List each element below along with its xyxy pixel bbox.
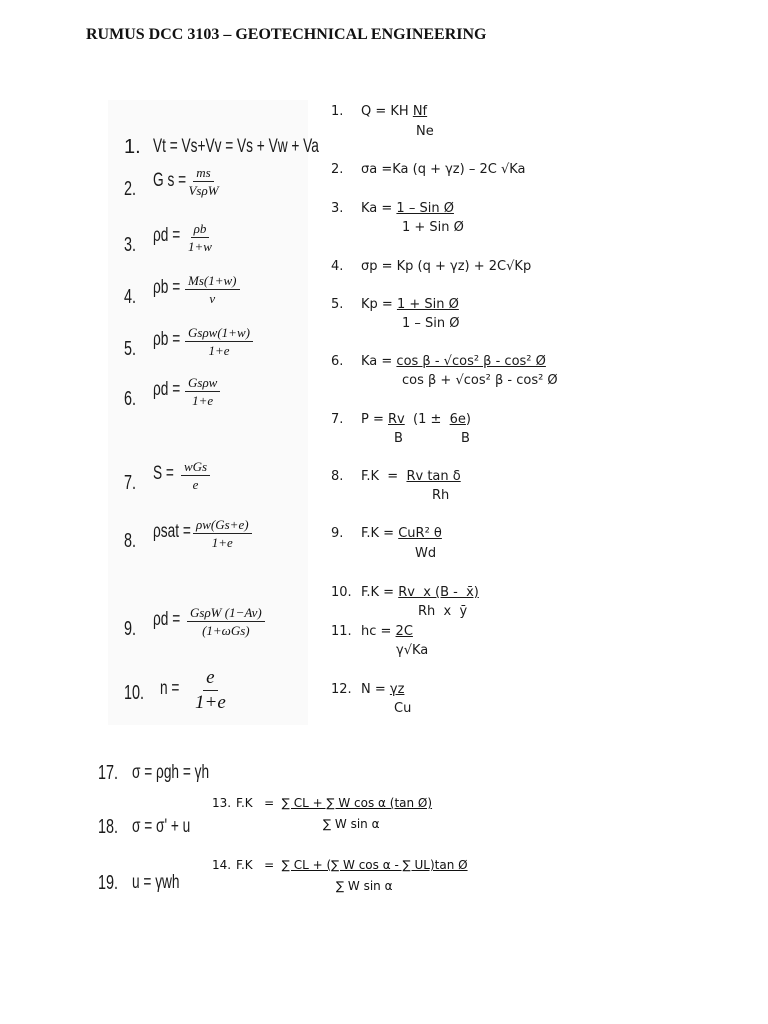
numerator: ∑ CL + (∑ W cos α - ∑ UL)tan Ø [281,858,468,872]
left-formula-10 [160,666,229,715]
formula-fraction [192,666,229,715]
formula-lhs: F.K = [361,526,399,541]
formula-number: 10. [331,585,352,600]
left-formula-8-number: 8. [124,530,137,552]
formula-lhs: Ka = [361,354,397,369]
right-formula-6-denominator: cos β + √cos² β - cos² Ø [402,373,558,388]
formula-number: 7. [331,412,344,427]
numerator: ms [193,164,213,182]
formula-number: 11. [331,624,352,639]
numerator: CuR² θ [398,526,442,541]
formula-lhs: hc = [361,624,396,639]
formula-number: 8. [331,469,344,484]
numerator: wGs [181,458,210,476]
numerator-2: 6e [449,412,466,427]
formula-fraction [181,458,210,493]
formula-middle: (1 ± [404,412,450,427]
formula-lhs: N = [361,682,390,697]
formula-close: ) [465,412,471,427]
formula-fraction [185,220,215,255]
right-formula-5 [331,297,459,312]
right-formula-1 [331,104,427,119]
left-formula-9-number: 9. [124,618,137,640]
left-formula-17-text: σ = ρgh = γh [132,762,210,783]
right-formula-3 [331,201,454,216]
formula-number: 9. [331,526,344,541]
left-formula-19-number: 19. [98,872,119,894]
left-formula-6 [153,374,220,409]
denominator: e [192,477,199,492]
left-formula-9 [153,604,265,639]
numerator: Rv [388,412,405,427]
formula-lhs: ρd = [153,609,181,631]
left-formula-1 [124,136,141,159]
numerator: Rv x (B - x̄) [398,585,479,600]
formula-lhs: Ka = [361,201,397,216]
numerator: ρb [191,220,210,238]
left-formula-3 [153,220,215,255]
bottom-formula-14-denominator: ∑ W sin α [336,879,393,893]
left-formula-2 [153,164,222,199]
formula-number: 13. [212,796,232,810]
numerator: ρw(Gs+e) [193,516,252,534]
left-formula-5 [153,324,253,359]
numerator: 1 – Sin Ø [396,201,454,216]
numerator: Nf [412,104,428,119]
formula-lhs: Kp = [361,297,397,312]
formula-fraction [185,374,220,409]
formula-lhs: F.K = [236,796,282,810]
formula-lhs: G s = [153,169,187,191]
numerator: Ms(1+w) [185,272,240,290]
formula-number: 4. [331,259,344,274]
left-formula-17-number: 17. [98,762,119,784]
formula-fraction [193,516,252,551]
formula-lhs: F.K = [236,858,282,872]
numerator: GsρW (1−Av) [187,604,265,622]
formula-number: 12. [331,682,352,697]
formula-lhs: P = [361,412,388,427]
left-formula-8 [153,516,252,551]
formula-fraction [185,164,221,199]
left-formula-3-number: 3. [124,234,137,256]
numerator: Gsρw(1+w) [185,324,253,342]
numerator: 1 + Sin Ø [396,297,459,312]
formula-number: 2. [331,162,344,177]
formula-number: 3. [331,201,344,216]
right-formula-8 [331,469,461,484]
formula-fraction [187,604,265,639]
formula-number: 1. [331,104,344,119]
right-formula-5-denominator: 1 – Sin Ø [402,316,460,331]
numerator: cos β - √cos² β - cos² Ø [396,354,546,369]
denominator: VsρW [188,183,219,198]
formula-number: 5. [331,297,344,312]
right-formula-7-denominator-1: B [394,431,403,446]
right-formula-2 [331,162,526,177]
formula-lhs: Q = KH [361,104,413,119]
left-formula-7-number: 7. [124,472,137,494]
left-formula-6-number: 6. [124,388,137,410]
left-formula-19-text: u = γwh [132,872,180,893]
numerator: 2C [395,624,413,639]
formula-number: 1. [124,136,141,158]
right-formula-11 [331,624,413,639]
denominator: 1+e [208,343,230,358]
right-formula-12-denominator: Cu [394,701,412,716]
formula-lhs: ρb = [153,277,181,299]
formula-fraction [185,324,253,359]
numerator: e [203,666,217,691]
right-formula-3-denominator: 1 + Sin Ø [402,220,464,235]
right-formula-10-denominator: Rh x ȳ [418,604,468,619]
left-formula-2-number: 2. [124,178,137,200]
denominator: v [209,291,216,306]
formula-lhs: ρb = [153,329,181,351]
denominator: 1+e [211,535,233,550]
right-formula-10 [331,585,479,600]
numerator: γz [389,682,405,697]
numerator: Gsρw [185,374,220,392]
formula-text: σa =Ka (q + γz) – 2C √Ka [361,162,526,177]
right-formula-9 [331,526,442,541]
formula-lhs: n = [160,678,180,700]
left-formula-4-number: 4. [124,286,137,308]
left-formula-18-number: 18. [98,816,119,838]
bottom-formula-13 [212,796,432,810]
bottom-formula-14 [212,858,468,872]
right-formula-1-denominator: Ne [416,124,434,139]
denominator: 1+e [192,393,214,408]
document-title: RUMUS DCC 3103 – GEOTECHNICAL ENGINEERING [86,26,487,43]
right-formula-4 [331,259,531,274]
formula-lhs: ρd = [153,225,181,247]
formula-lhs: F.K = [361,469,407,484]
right-formula-7 [331,412,471,427]
formula-fraction [185,272,240,307]
bottom-formula-13-denominator: ∑ W sin α [323,817,380,831]
left-formula-18-text: σ = σ' + u [132,816,191,837]
right-formula-12 [331,682,404,697]
left-formula-1-text: Vt = Vs+Vv = Vs + Vw + Va [153,136,319,157]
left-formula-10-number: 10. [124,682,145,704]
formula-lhs: F.K = [361,585,399,600]
left-formula-7 [153,458,210,493]
left-formula-4 [153,272,240,307]
denominator: 1+e [195,692,226,713]
right-formula-6 [331,354,546,369]
formula-number: 14. [212,858,232,872]
formula-lhs: ρd = [153,379,181,401]
numerator: Rv tan δ [406,469,461,484]
numerator: ∑ CL + ∑ W cos α (tan Ø) [281,796,433,810]
denominator: (1+ωGs) [202,623,250,638]
right-formula-11-denominator: γ√Ka [396,643,429,658]
denominator: 1+w [188,239,212,254]
right-formula-9-denominator: Wd [415,546,437,561]
formula-lhs: ρsat = [153,521,191,543]
formula-number: 6. [331,354,344,369]
left-formula-5-number: 5. [124,338,137,360]
right-formula-8-denominator: Rh [432,488,450,503]
right-formula-7-denominator-2: B [461,431,470,446]
formula-lhs: S = [153,463,174,485]
formula-text: σp = Kp (q + γz) + 2C√Kp [361,259,532,274]
